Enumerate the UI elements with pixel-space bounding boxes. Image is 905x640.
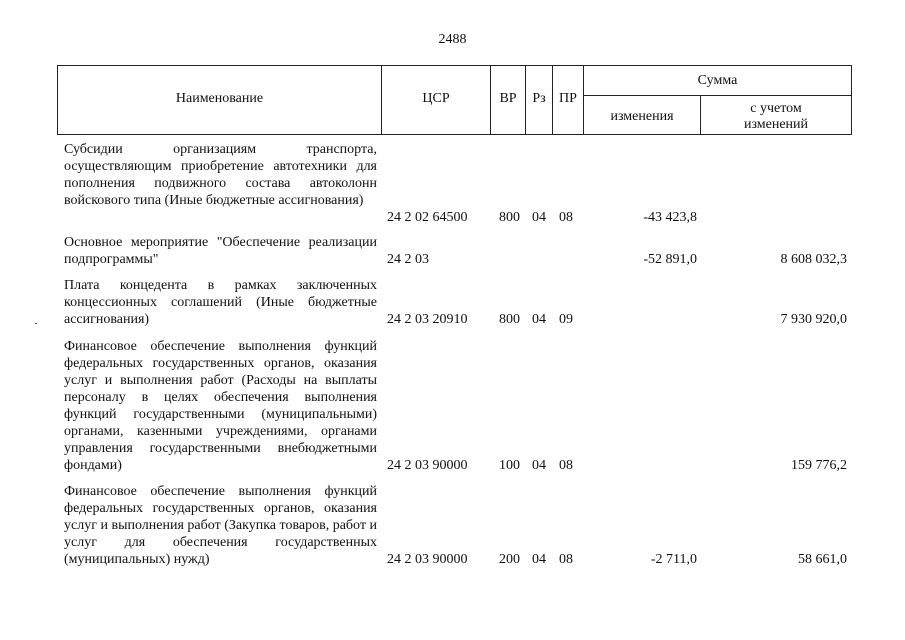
row-change: -52 891,0 [643,252,697,267]
row-name: Финансовое обеспечение выполнения функций федеральных государственных органов, оказания услуг и выполнения работ (Расходы на выплаты персоналу в целях обеспечения выполнения функций государственными (муниципальными) органами, казенными учреждениями, органами управления государственными внебюджетными фондами) [64,339,377,473]
row-vr: 200 [499,552,520,567]
row-total: 159 776,2 [791,458,847,473]
header-with-changes [701,101,851,133]
row-pr: 08 [559,552,573,567]
table-header [57,65,852,135]
row-name: Плата концедента в рамках заключенных концессионных соглашений (Иные бюджетные ассигнования) [64,278,377,327]
header-csr: ЦСР [422,91,450,106]
header-rz: Рз [532,91,546,106]
header-name: Наименование [175,91,264,106]
row-name: Субсидии организациям транспорта, осуществляющим приобретение автотехники для пополнения подвижного состава автоколонн войскового типа (Иные бюджетные ассигнования) [64,142,377,208]
row-csr: 24 2 02 64500 [387,210,468,225]
col-border [851,65,852,135]
row-pr: 08 [559,458,573,473]
row-csr: 24 2 03 [387,252,429,267]
row-rz: 04 [532,552,546,567]
row-name: Основное мероприятие "Обеспечение реализации подпрограммы" [64,235,377,267]
row-vr: 800 [499,312,520,327]
row-change: -43 423,8 [643,210,697,225]
header-bottom-border [57,134,852,135]
row-total: 7 930 920,0 [780,312,847,327]
row-rz: 04 [532,210,546,225]
row-total: 58 661,0 [798,552,847,567]
header-top-border [57,65,852,66]
row-csr: 24 2 03 90000 [387,458,468,473]
header-summa: Сумма [697,73,738,88]
row-vr: 800 [499,210,520,225]
row-pr: 09 [559,312,573,327]
header-with-changes-line2: изменений [743,117,809,132]
row-csr: 24 2 03 90000 [387,552,468,567]
row-vr: 100 [499,458,520,473]
row-name: Финансовое обеспечение выполнения функций федеральных государственных органов, оказания услуг и выполнения работ (Закупка товаров, работ и услуг для обеспечения государственных (муниципальных) нужд) [64,484,377,567]
row-change: -2 711,0 [650,552,697,567]
summa-divider [583,95,852,96]
header-changes: изменения [610,109,674,124]
row-pr: 08 [559,210,573,225]
page-number: 2488 [438,32,467,47]
header-pr: ПР [559,91,577,106]
row-rz: 04 [532,312,546,327]
header-vr: ВР [499,91,517,106]
row-csr: 24 2 03 20910 [387,312,468,327]
scan-speck [35,323,37,324]
row-total: 8 608 032,3 [780,252,847,267]
header-with-changes-line1: с учетом [750,101,802,116]
row-rz: 04 [532,458,546,473]
